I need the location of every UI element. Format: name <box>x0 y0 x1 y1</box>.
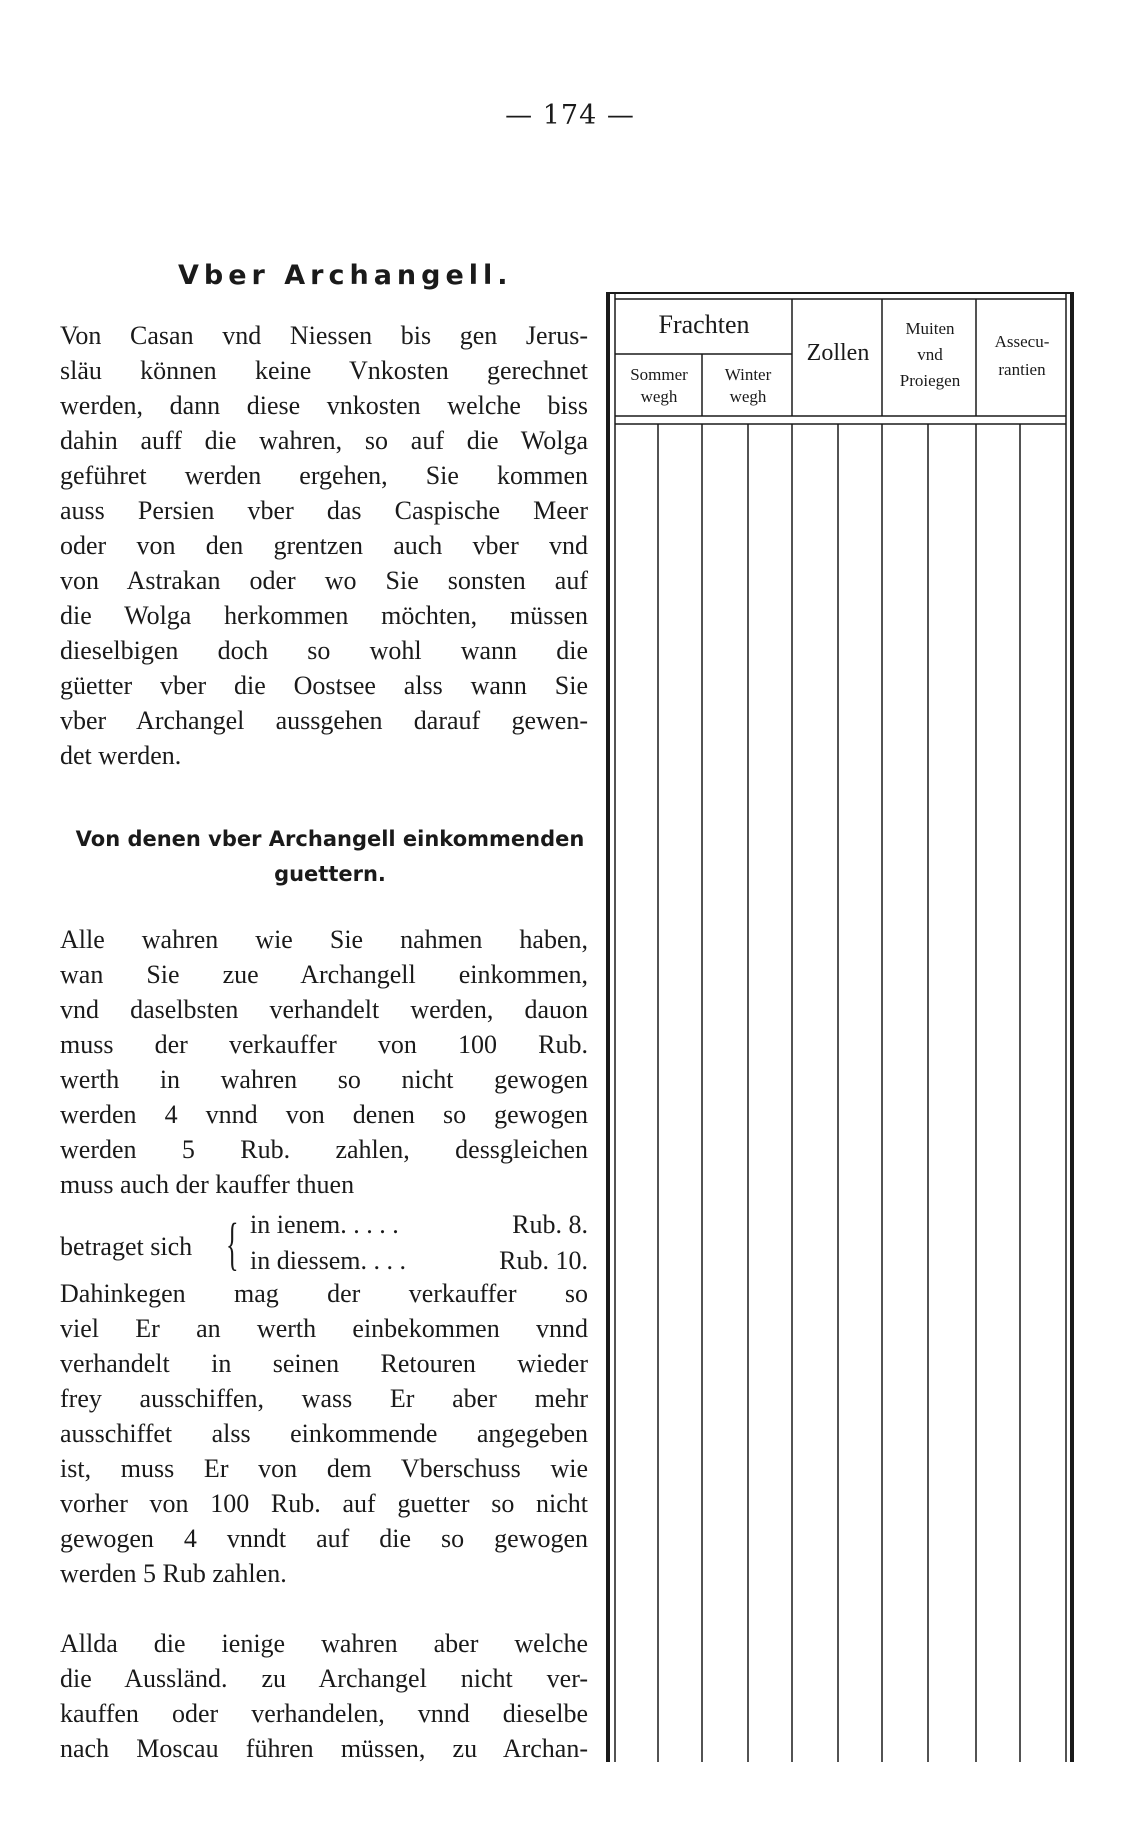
header-line: vnd <box>917 345 943 364</box>
text-line: werden 5 Rub. zahlen, dessgleichen <box>60 1135 588 1164</box>
text-line: werth in wahren so nicht gewogen <box>60 1065 588 1094</box>
text-line: kauffen oder verhandelen, vnnd dieselbe <box>60 1699 588 1728</box>
brace-row-text: in ienem. . . . . <box>250 1210 399 1239</box>
header-assecurantien <box>978 328 1066 384</box>
paragraph-casan <box>60 318 588 773</box>
header-line: Muiten <box>905 319 955 338</box>
header-frachten: Frachten <box>658 310 750 339</box>
paragraph-alle-wahren <box>60 922 588 1202</box>
header-line: wegh <box>729 387 767 406</box>
header-line: Sommer <box>630 365 688 384</box>
text-line: muss auch der kauffer thuen <box>60 1170 355 1199</box>
brace-row-value: Rub. 8. <box>512 1210 588 1239</box>
text-line: Allda die ienige wahren aber welche <box>60 1629 588 1658</box>
text-line: dahin auff die wahren, so auf die Wolga <box>60 426 588 455</box>
text-line: von Astrakan oder wo Sie sonsten auf <box>60 566 588 595</box>
text-line: vorher von 100 Rub. auf guetter so nicht <box>60 1489 588 1518</box>
header-sommerwegh <box>616 364 702 408</box>
subheading-einkommenden <box>60 822 600 892</box>
header-line: Proiegen <box>899 371 961 390</box>
subheading-line: guettern. <box>274 862 386 886</box>
text-line: gewogen 4 vnndt auf die so gewogen <box>60 1524 588 1553</box>
header-line: Winter <box>724 365 772 384</box>
text-line: ist, muss Er von dem Vberschuss wie <box>60 1454 588 1483</box>
text-line: verhandelt in seinen Retouren wieder <box>60 1349 588 1378</box>
text-line: oder von den grentzen auch vber vnd <box>60 531 588 560</box>
text-line: vnd daselbsten verhandelt werden, dauon <box>60 995 588 1024</box>
brace-row-value: Rub. 10. <box>499 1246 588 1275</box>
text-line: Alle wahren wie Sie nahmen haben, <box>60 925 588 954</box>
brace-symbol: { <box>226 1211 239 1276</box>
text-line: muss der verkauffer von 100 Rub. <box>60 1030 588 1059</box>
header-line: rantien <box>998 360 1046 379</box>
paragraph-dahinkegen <box>60 1276 588 1591</box>
text-line: släu können keine Vnkosten gerechnet <box>60 356 588 385</box>
ledger-table <box>606 292 1074 1762</box>
text-line: Dahinkegen mag der verkauffer so <box>60 1279 588 1308</box>
text-line: geführet werden ergehen, Sie kommen <box>60 461 588 490</box>
text-line: werden, dann diese vnkosten welche biss <box>60 391 588 420</box>
paragraph-allda <box>60 1626 588 1766</box>
header-line: wegh <box>640 387 678 406</box>
header-zollen: Zollen <box>806 340 870 366</box>
text-line: vber Archangel aussgehen darauf gewen- <box>60 706 588 735</box>
text-line: nach Moscau führen müssen, zu Archan- <box>60 1734 588 1763</box>
text-line: frey ausschiffen, wass Er aber mehr <box>60 1384 588 1413</box>
text-line: auss Persien vber das Caspische Meer <box>60 496 588 525</box>
section-heading: Vber Archangell. <box>178 260 513 291</box>
subheading-line: Von denen vber Archangell einkommenden <box>75 827 585 851</box>
brace-block <box>60 1210 588 1286</box>
header-muiten <box>884 316 976 394</box>
text-line: werden 5 Rub zahlen. <box>60 1559 287 1588</box>
text-line: güetter vber die Oostsee alss wann Sie <box>60 671 588 700</box>
header-winterwegh <box>704 364 792 408</box>
text-line: die Wolga herkommen möchten, müssen <box>60 601 588 630</box>
brace-label: betraget sich <box>60 1232 193 1261</box>
text-line: dieselbigen doch so wohl wann die <box>60 636 588 665</box>
text-line: viel Er an werth einbekommen vnnd <box>60 1314 588 1343</box>
text-line: Von Casan vnd Niessen bis gen Jerus- <box>60 321 588 350</box>
text-line: werden 4 vnnd von denen so gewogen <box>60 1100 588 1129</box>
text-line: wan Sie zue Archangell einkommen, <box>60 960 588 989</box>
header-line: Assecu- <box>994 332 1050 351</box>
page-number: — 174 — <box>505 100 635 131</box>
text-line: ausschiffet alss einkommende angegeben <box>60 1419 588 1448</box>
text-line: die Aussländ. zu Archangel nicht ver- <box>60 1664 588 1693</box>
text-line: det werden. <box>60 741 182 770</box>
brace-row-text: in diessem. . . . <box>250 1246 406 1275</box>
ledger-grid <box>606 292 1074 1762</box>
